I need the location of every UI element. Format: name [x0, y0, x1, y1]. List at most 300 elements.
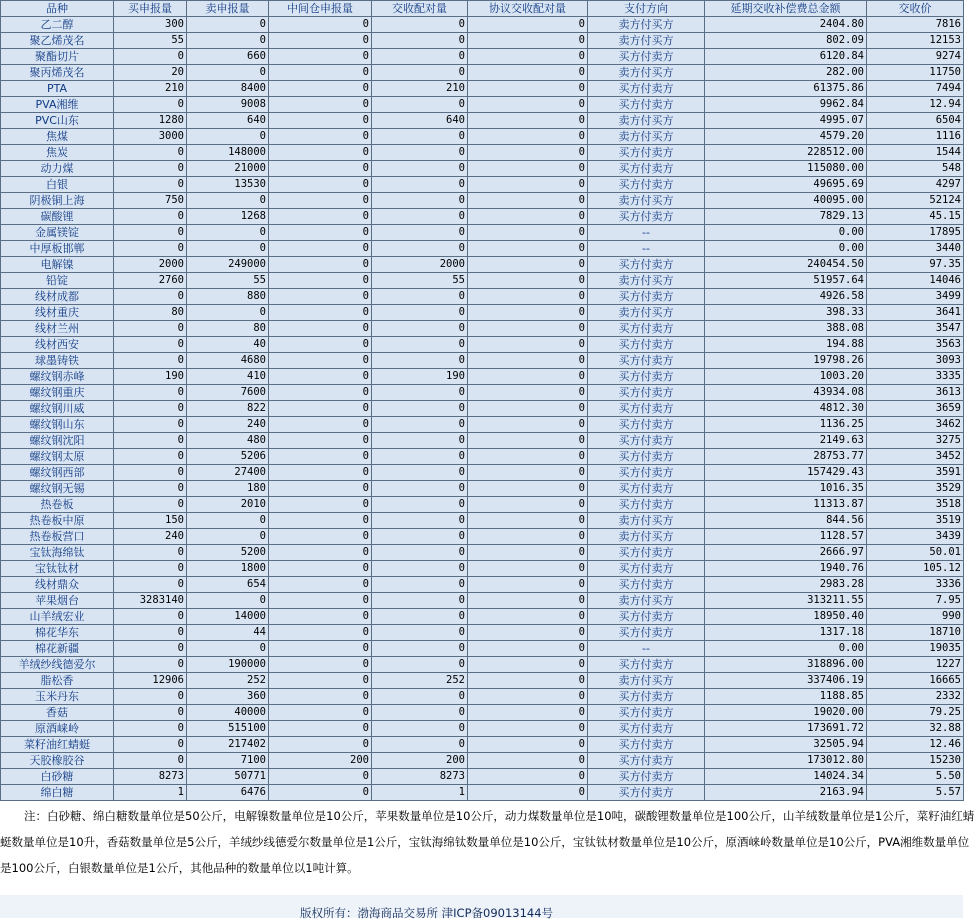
agreement-match-cell: 0 [468, 65, 588, 81]
payment-direction-cell: 买方付卖方 [588, 209, 705, 225]
compensation-amount-cell: 844.56 [705, 513, 867, 529]
match-qty-cell: 0 [372, 529, 468, 545]
buy-qty-cell: 2760 [114, 273, 187, 289]
buy-qty-cell: 2000 [114, 257, 187, 273]
compensation-amount-cell: 4926.58 [705, 289, 867, 305]
agreement-match-cell: 0 [468, 145, 588, 161]
buy-qty-cell: 0 [114, 49, 187, 65]
variety-cell: 热卷板中原 [1, 513, 114, 529]
sell-qty-cell: 14000 [187, 609, 269, 625]
match-qty-cell: 0 [372, 337, 468, 353]
middle-warehouse-cell: 0 [269, 433, 372, 449]
match-qty-header: 交收配对量 [372, 1, 468, 17]
payment-direction-cell: 卖方付买方 [588, 305, 705, 321]
compensation-amount-cell: 14024.34 [705, 769, 867, 785]
sell-qty-cell: 0 [187, 129, 269, 145]
middle-warehouse-cell: 0 [269, 321, 372, 337]
sell-qty-cell: 654 [187, 577, 269, 593]
table-row [1, 385, 964, 401]
compensation-amount-cell: 282.00 [705, 65, 867, 81]
variety-cell: 线材成都 [1, 289, 114, 305]
agreement-match-cell: 0 [468, 465, 588, 481]
payment-direction-cell: 买方付卖方 [588, 49, 705, 65]
match-qty-cell: 0 [372, 449, 468, 465]
table-body [1, 17, 964, 801]
match-qty-cell: 0 [372, 641, 468, 657]
table-row [1, 257, 964, 273]
table-row [1, 129, 964, 145]
agreement-match-cell: 0 [468, 273, 588, 289]
variety-cell: 白银 [1, 177, 114, 193]
agreement-match-cell: 0 [468, 257, 588, 273]
variety-cell: 金属镁锭 [1, 225, 114, 241]
middle-warehouse-cell: 0 [269, 657, 372, 673]
payment-direction-cell: 卖方付买方 [588, 33, 705, 49]
middle-warehouse-cell: 0 [269, 577, 372, 593]
variety-cell: 球墨铸铁 [1, 353, 114, 369]
compensation-amount-cell: 1136.25 [705, 417, 867, 433]
payment-direction-cell: 卖方付买方 [588, 673, 705, 689]
match-qty-cell: 0 [372, 625, 468, 641]
middle-warehouse-cell: 0 [269, 673, 372, 689]
table-row [1, 337, 964, 353]
match-qty-cell: 0 [372, 97, 468, 113]
match-qty-cell: 0 [372, 193, 468, 209]
table-row [1, 273, 964, 289]
middle-warehouse-cell: 0 [269, 273, 372, 289]
table-row [1, 17, 964, 33]
sell-qty-header: 卖申报量 [187, 1, 269, 17]
agreement-match-cell: 0 [468, 577, 588, 593]
payment-direction-cell: 买方付卖方 [588, 625, 705, 641]
delivery-price-cell: 3641 [867, 305, 964, 321]
middle-warehouse-cell: 0 [269, 161, 372, 177]
delivery-price-cell: 1116 [867, 129, 964, 145]
payment-direction-cell: 卖方付买方 [588, 65, 705, 81]
delivery-price-cell: 5.50 [867, 769, 964, 785]
agreement-match-cell: 0 [468, 193, 588, 209]
sell-qty-cell: 4680 [187, 353, 269, 369]
variety-cell: 焦炭 [1, 145, 114, 161]
variety-cell: 动力煤 [1, 161, 114, 177]
icp-link[interactable]: 津ICP备09013144号 [441, 906, 554, 920]
sell-qty-cell: 252 [187, 673, 269, 689]
match-qty-cell: 2000 [372, 257, 468, 273]
compensation-amount-header: 延期交收补偿费总金额 [705, 1, 867, 17]
sell-qty-cell: 21000 [187, 161, 269, 177]
agreement-match-cell: 0 [468, 305, 588, 321]
buy-qty-cell: 20 [114, 65, 187, 81]
sell-qty-cell: 2010 [187, 497, 269, 513]
variety-cell: 热卷板营口 [1, 529, 114, 545]
match-qty-cell: 0 [372, 721, 468, 737]
payment-direction-cell: 买方付卖方 [588, 81, 705, 97]
table-row [1, 241, 964, 257]
payment-direction-cell: 卖方付买方 [588, 529, 705, 545]
match-qty-cell: 0 [372, 225, 468, 241]
match-qty-cell: 0 [372, 353, 468, 369]
variety-cell: 香菇 [1, 705, 114, 721]
middle-warehouse-cell: 0 [269, 545, 372, 561]
match-qty-cell: 0 [372, 433, 468, 449]
delivery-price-cell: 14046 [867, 273, 964, 289]
agreement-match-cell: 0 [468, 753, 588, 769]
middle-warehouse-cell: 0 [269, 353, 372, 369]
compensation-amount-cell: 4995.07 [705, 113, 867, 129]
delivery-price-cell: 7.95 [867, 593, 964, 609]
variety-cell: PTA [1, 81, 114, 97]
sell-qty-cell: 360 [187, 689, 269, 705]
middle-warehouse-cell: 0 [269, 561, 372, 577]
compensation-amount-cell: 173691.72 [705, 721, 867, 737]
buy-qty-cell: 0 [114, 177, 187, 193]
match-qty-cell: 0 [372, 737, 468, 753]
agreement-match-cell: 0 [468, 737, 588, 753]
middle-warehouse-cell: 0 [269, 145, 372, 161]
table-row [1, 737, 964, 753]
sell-qty-cell: 0 [187, 641, 269, 657]
middle-warehouse-cell: 0 [269, 689, 372, 705]
payment-direction-cell: 买方付卖方 [588, 257, 705, 273]
buy-qty-cell: 3000 [114, 129, 187, 145]
match-qty-cell: 0 [372, 417, 468, 433]
buy-qty-cell: 0 [114, 161, 187, 177]
agreement-match-cell: 0 [468, 129, 588, 145]
middle-warehouse-cell: 0 [269, 449, 372, 465]
buy-qty-cell: 0 [114, 721, 187, 737]
sell-qty-cell: 9008 [187, 97, 269, 113]
sell-qty-cell: 0 [187, 513, 269, 529]
payment-direction-cell: 卖方付买方 [588, 593, 705, 609]
payment-direction-cell: 卖方付买方 [588, 17, 705, 33]
variety-header: 品种 [1, 1, 114, 17]
buy-qty-cell: 0 [114, 545, 187, 561]
variety-cell: PVA湘维 [1, 97, 114, 113]
table-row [1, 593, 964, 609]
middle-warehouse-cell: 0 [269, 593, 372, 609]
agreement-match-cell: 0 [468, 17, 588, 33]
buy-qty-cell: 150 [114, 513, 187, 529]
delivery-price-cell: 97.35 [867, 257, 964, 273]
buy-qty-cell: 0 [114, 289, 187, 305]
agreement-match-cell: 0 [468, 49, 588, 65]
delivery-price-cell: 3462 [867, 417, 964, 433]
payment-direction-cell: 买方付卖方 [588, 545, 705, 561]
table-row [1, 193, 964, 209]
variety-cell: 阴极铜上海 [1, 193, 114, 209]
table-row [1, 561, 964, 577]
variety-cell: 原酒崃岭 [1, 721, 114, 737]
delivery-price-cell: 18710 [867, 625, 964, 641]
payment-direction-cell: -- [588, 241, 705, 257]
compensation-amount-cell: 1016.35 [705, 481, 867, 497]
compensation-amount-cell: 1317.18 [705, 625, 867, 641]
payment-direction-cell: 买方付卖方 [588, 369, 705, 385]
compensation-amount-cell: 1940.76 [705, 561, 867, 577]
agreement-match-cell: 0 [468, 369, 588, 385]
buy-qty-cell: 0 [114, 353, 187, 369]
compensation-amount-cell: 802.09 [705, 33, 867, 49]
middle-warehouse-cell: 0 [269, 209, 372, 225]
match-qty-cell: 210 [372, 81, 468, 97]
buy-qty-cell: 300 [114, 17, 187, 33]
match-qty-cell: 8273 [372, 769, 468, 785]
compensation-amount-cell: 240454.50 [705, 257, 867, 273]
delivery-price-cell: 15230 [867, 753, 964, 769]
buy-qty-cell: 0 [114, 561, 187, 577]
payment-direction-cell: 卖方付买方 [588, 513, 705, 529]
middle-warehouse-cell: 0 [269, 737, 372, 753]
middle-warehouse-cell: 0 [269, 721, 372, 737]
middle-warehouse-cell: 0 [269, 65, 372, 81]
sell-qty-cell: 0 [187, 65, 269, 81]
agreement-match-cell: 0 [468, 401, 588, 417]
sell-qty-cell: 7100 [187, 753, 269, 769]
delivery-price-cell: 7494 [867, 81, 964, 97]
table-row [1, 545, 964, 561]
delivery-price-cell: 3613 [867, 385, 964, 401]
compensation-amount-cell: 11313.87 [705, 497, 867, 513]
table-row [1, 97, 964, 113]
sell-qty-cell: 40 [187, 337, 269, 353]
agreement-match-header: 协议交收配对量 [468, 1, 588, 17]
delivery-price-cell: 52124 [867, 193, 964, 209]
compensation-amount-cell: 61375.86 [705, 81, 867, 97]
payment-direction-cell: 买方付卖方 [588, 433, 705, 449]
sell-qty-cell: 0 [187, 593, 269, 609]
buy-qty-cell: 750 [114, 193, 187, 209]
sell-qty-cell: 180 [187, 481, 269, 497]
buy-qty-cell: 0 [114, 401, 187, 417]
sell-qty-cell: 7600 [187, 385, 269, 401]
buy-qty-cell: 0 [114, 241, 187, 257]
variety-cell: 螺纹钢川威 [1, 401, 114, 417]
sell-qty-cell: 0 [187, 529, 269, 545]
delivery-price-cell: 79.25 [867, 705, 964, 721]
middle-warehouse-cell: 0 [269, 33, 372, 49]
variety-cell: 螺纹钢赤峰 [1, 369, 114, 385]
buy-qty-cell: 1280 [114, 113, 187, 129]
delivery-price-cell: 5.57 [867, 785, 964, 801]
agreement-match-cell: 0 [468, 289, 588, 305]
variety-cell: 乙二醇 [1, 17, 114, 33]
match-qty-cell: 0 [372, 209, 468, 225]
buy-qty-cell: 12906 [114, 673, 187, 689]
payment-direction-cell: 买方付卖方 [588, 689, 705, 705]
agreement-match-cell: 0 [468, 161, 588, 177]
match-qty-cell: 0 [372, 241, 468, 257]
variety-cell: 螺纹钢沈阳 [1, 433, 114, 449]
match-qty-cell: 200 [372, 753, 468, 769]
match-qty-cell: 1 [372, 785, 468, 801]
table-row [1, 785, 964, 801]
sell-qty-cell: 0 [187, 225, 269, 241]
variety-cell: 苹果烟台 [1, 593, 114, 609]
compensation-amount-cell: 4579.20 [705, 129, 867, 145]
copyright-label: 版权所有： [300, 906, 358, 920]
variety-cell: 线材西安 [1, 337, 114, 353]
buy-qty-cell: 3283140 [114, 593, 187, 609]
agreement-match-cell: 0 [468, 561, 588, 577]
table-row [1, 689, 964, 705]
match-qty-cell: 0 [372, 177, 468, 193]
table-row [1, 401, 964, 417]
table-header-row [1, 1, 964, 17]
sell-qty-cell: 1268 [187, 209, 269, 225]
payment-direction-cell: 买方付卖方 [588, 465, 705, 481]
delivery-price-cell: 3335 [867, 369, 964, 385]
delivery-price-cell: 6504 [867, 113, 964, 129]
table-row [1, 145, 964, 161]
compensation-amount-cell: 2404.80 [705, 17, 867, 33]
units-note: 注：白砂糖、绵白糖数量单位是50公斤，电解镍数量单位是10公斤，苹果数量单位是10公斤，动力煤数量单位是10吨，碳酸锂数量单位是100公斤，山羊绒数量单位是1公斤，菜籽油红蜻蜓数量单位是10升，香菇数量单位是5公斤，羊绒纱线德爱尔数量单位是1公斤，宝钛海绵钛数量单位是10公斤，宝钛钛材数量单位是10公斤，原酒崃岭数量单位是10公斤，PVA湘维数量单位是100公斤，白银数量单位是1公斤，其他品种的数量单位以1吨计算。 [0, 809, 975, 875]
variety-cell: 宝钛海绵钛 [1, 545, 114, 561]
delivery-price-cell: 1227 [867, 657, 964, 673]
table-row [1, 609, 964, 625]
sell-qty-cell: 8400 [187, 81, 269, 97]
table-row [1, 657, 964, 673]
agreement-match-cell: 0 [468, 81, 588, 97]
delivery-price-cell: 3529 [867, 481, 964, 497]
delivery-price-cell: 50.01 [867, 545, 964, 561]
buy-qty-cell: 0 [114, 481, 187, 497]
sell-qty-cell: 410 [187, 369, 269, 385]
match-qty-cell: 0 [372, 129, 468, 145]
compensation-amount-cell: 43934.08 [705, 385, 867, 401]
agreement-match-cell: 0 [468, 497, 588, 513]
variety-cell: 聚丙烯茂名 [1, 65, 114, 81]
middle-warehouse-cell: 0 [269, 513, 372, 529]
payment-direction-cell: 买方付卖方 [588, 705, 705, 721]
compensation-amount-cell: 19798.26 [705, 353, 867, 369]
payment-direction-cell: 买方付卖方 [588, 577, 705, 593]
sell-qty-cell: 249000 [187, 257, 269, 273]
variety-cell: 螺纹钢太原 [1, 449, 114, 465]
payment-direction-cell: -- [588, 641, 705, 657]
buy-qty-cell: 0 [114, 753, 187, 769]
middle-warehouse-cell: 0 [269, 481, 372, 497]
table-row [1, 161, 964, 177]
agreement-match-cell: 0 [468, 673, 588, 689]
middle-warehouse-cell: 0 [269, 769, 372, 785]
delivery-price-cell: 3518 [867, 497, 964, 513]
delivery-price-cell: 12.94 [867, 97, 964, 113]
agreement-match-cell: 0 [468, 529, 588, 545]
middle-warehouse-cell: 0 [269, 305, 372, 321]
compensation-amount-cell: 173012.80 [705, 753, 867, 769]
payment-direction-cell: 买方付卖方 [588, 97, 705, 113]
buy-qty-cell: 1 [114, 785, 187, 801]
table-row [1, 705, 964, 721]
delivery-price-cell: 3440 [867, 241, 964, 257]
middle-warehouse-cell: 0 [269, 497, 372, 513]
payment-direction-cell: 买方付卖方 [588, 785, 705, 801]
middle-warehouse-cell: 0 [269, 81, 372, 97]
payment-direction-cell: 买方付卖方 [588, 337, 705, 353]
variety-cell: 螺纹钢山东 [1, 417, 114, 433]
delivery-price-cell: 4297 [867, 177, 964, 193]
delivery-price-cell: 12.46 [867, 737, 964, 753]
payment-direction-header: 支付方向 [588, 1, 705, 17]
middle-warehouse-cell: 0 [269, 529, 372, 545]
buy-qty-cell: 0 [114, 737, 187, 753]
agreement-match-cell: 0 [468, 353, 588, 369]
agreement-match-cell: 0 [468, 769, 588, 785]
table-row [1, 305, 964, 321]
match-qty-cell: 0 [372, 593, 468, 609]
buy-qty-cell: 0 [114, 417, 187, 433]
compensation-amount-cell: 388.08 [705, 321, 867, 337]
buy-qty-cell: 0 [114, 625, 187, 641]
middle-warehouse-header: 中间仓申报量 [269, 1, 372, 17]
match-qty-cell: 0 [372, 561, 468, 577]
sell-qty-cell: 190000 [187, 657, 269, 673]
agreement-match-cell: 0 [468, 241, 588, 257]
payment-direction-cell: 买方付卖方 [588, 561, 705, 577]
compensation-amount-cell: 7829.13 [705, 209, 867, 225]
match-qty-cell: 0 [372, 289, 468, 305]
agreement-match-cell: 0 [468, 641, 588, 657]
agreement-match-cell: 0 [468, 33, 588, 49]
sell-qty-cell: 50771 [187, 769, 269, 785]
variety-cell: 脂松香 [1, 673, 114, 689]
sell-qty-cell: 515100 [187, 721, 269, 737]
variety-cell: 线材鼎众 [1, 577, 114, 593]
match-qty-cell: 252 [372, 673, 468, 689]
agreement-match-cell: 0 [468, 385, 588, 401]
buy-qty-cell: 0 [114, 705, 187, 721]
delivery-price-cell: 32.88 [867, 721, 964, 737]
payment-direction-cell: 买方付卖方 [588, 449, 705, 465]
sell-qty-cell: 5200 [187, 545, 269, 561]
match-qty-cell: 0 [372, 577, 468, 593]
middle-warehouse-cell: 0 [269, 641, 372, 657]
compensation-amount-cell: 19020.00 [705, 705, 867, 721]
match-qty-cell: 0 [372, 65, 468, 81]
delivery-price-cell: 3093 [867, 353, 964, 369]
exchange-link[interactable]: 渤海商品交易所 [357, 906, 438, 920]
agreement-match-cell: 0 [468, 177, 588, 193]
table-row [1, 641, 964, 657]
variety-cell: 白砂糖 [1, 769, 114, 785]
buy-qty-cell: 240 [114, 529, 187, 545]
table-row [1, 321, 964, 337]
match-qty-cell: 0 [372, 145, 468, 161]
variety-cell: 棉花新疆 [1, 641, 114, 657]
middle-warehouse-cell: 0 [269, 609, 372, 625]
delivery-price-cell: 3439 [867, 529, 964, 545]
middle-warehouse-cell: 0 [269, 17, 372, 33]
delivery-price-cell: 3563 [867, 337, 964, 353]
compensation-amount-cell: 0.00 [705, 641, 867, 657]
payment-direction-cell: 买方付卖方 [588, 321, 705, 337]
middle-warehouse-cell: 0 [269, 193, 372, 209]
sell-qty-cell: 0 [187, 17, 269, 33]
sell-qty-cell: 80 [187, 321, 269, 337]
buy-qty-cell: 0 [114, 209, 187, 225]
middle-warehouse-cell: 0 [269, 625, 372, 641]
buy-qty-header: 买申报量 [114, 1, 187, 17]
table-row [1, 625, 964, 641]
sell-qty-cell: 40000 [187, 705, 269, 721]
agreement-match-cell: 0 [468, 481, 588, 497]
variety-cell: 热卷板 [1, 497, 114, 513]
compensation-amount-cell: 313211.55 [705, 593, 867, 609]
agreement-match-cell: 0 [468, 513, 588, 529]
match-qty-cell: 0 [372, 49, 468, 65]
buy-qty-cell: 0 [114, 449, 187, 465]
variety-cell: 菜籽油红蜻蜓 [1, 737, 114, 753]
